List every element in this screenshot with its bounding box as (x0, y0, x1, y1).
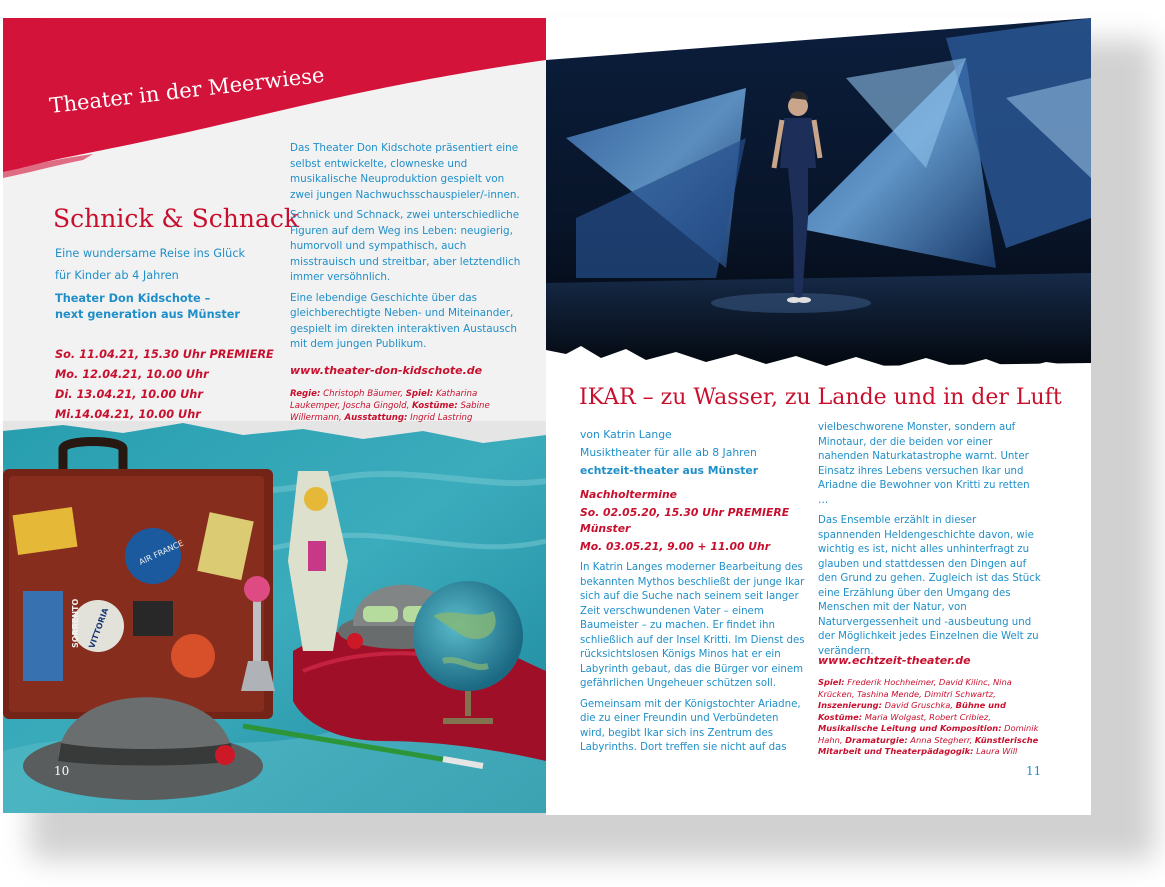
genre-info: Musiktheater für alle ab 8 Jahren (580, 446, 757, 459)
company-line-1: Theater Don Kidschote – (55, 292, 211, 305)
paragraph: Gemeinsam mit der Königstochter Ariadne, die zu einer Freundin und Verbündeten wird, begibt Ikar sich ins Zentrum des Labyrinths. Dort treffen sie nicht auf das (580, 698, 801, 753)
description-column-2 (818, 421, 1042, 665)
left-page (3, 18, 546, 813)
date-location: Münster (580, 522, 631, 535)
sticker-text-air-france: AIR FRANCE (137, 538, 185, 567)
credit-role: Bühne und Kostüme: (818, 700, 1006, 722)
date-item: Mi.14.04.21, 10.00 Uhr (55, 408, 201, 421)
date-list (55, 348, 274, 428)
paragraph: Das Ensemble erzählt in dieser spannenden Heldengeschichte davon, wie wichtig es ist, nicht alles unhinterfragt zu glauben und stattdessen den Dingen auf den Grund zu gehen. Zugleich ist das Stück eine Erzählung über den Umgang des Menschen mit der Natur, von Naturvergessenheit und -ausbeutung und der Möglichkeit jedes Einzelnen die Welt zu verändern. (818, 515, 1041, 657)
sticker-text-vittoria: VITTORIA (87, 606, 111, 650)
right-page (546, 18, 1091, 815)
paragraph: Schnick und Schnack, zwei unterschiedliche Figuren auf dem Weg ins Leben: neugierig, humorvoll und sympathisch, auch misstrauisch und streitbar, aber letztendlich immer versöhnlich. (290, 209, 521, 283)
credit-role: Spiel: (405, 389, 434, 399)
credit-role: Kostüme: (412, 401, 458, 411)
sticker-text-sorrento: SORRENTO (71, 598, 80, 648)
production-title: IKAR – zu Wasser, zu Lande und in der Luft (579, 385, 1062, 410)
production-title: Schnick & Schnack (53, 204, 300, 233)
date-item: Mo. 12.04.21, 10.00 Uhr (55, 368, 209, 381)
paragraph: Eine lebendige Geschichte über das gleichberechtigte Neben- und Miteinander, gespielt im direkten interaktiven Austausch mit dem jungen Publikum. (290, 291, 517, 350)
credit-names: Christoph Bäumer, (323, 389, 403, 399)
company-line-2: next generation aus Münster (55, 308, 240, 321)
paragraph: Das Theater Don Kidschote präsentiert eine selbst entwickelte, clowneske und musikalische Neuproduktion gespielt von zwei jungen Nachwuchsschauspieler/-innen. (290, 142, 520, 201)
credit-role: Musikalische Leitung und Komposition: (818, 723, 1002, 733)
company-info: echtzeit-theater aus Münster (580, 464, 759, 477)
website-link[interactable]: www.echtzeit-theater.de (818, 654, 971, 667)
credit-role: Regie: (290, 389, 321, 399)
makeup-dates-label: Nachholtermine (580, 488, 677, 501)
paragraph: In Katrin Langes moderner Bearbeitung des bekannten Mythos beschließt der junge Ikar sich auf die Suche nach seinem seit langer Zeit verschwundenen Vater – einem Baumeister – zu machen. Er findet ihn schließlich auf der Insel Kritti. Im Dienst des rücksichtslosen Königs Minos hat er ein Labyrinth gebaut, das die Bürger vor einem gefährlichen Ungeheuer schützen soll. (580, 562, 805, 689)
credit-names: Anna Stegherr, (910, 734, 973, 745)
credit-role: Inszenierung: (818, 700, 882, 710)
age-info: für Kinder ab 4 Jahren (55, 269, 179, 282)
description-column (290, 141, 525, 358)
credit-role: Dramaturgie: (845, 734, 908, 745)
description-column-1 (580, 561, 805, 762)
author-info: von Katrin Lange (580, 428, 672, 441)
credit-role: Spiel: (818, 677, 845, 687)
credit-role: Künstlerische Mitarbeit und Theaterpädagogik: (818, 734, 1039, 756)
credit-names: Frederik Hochheimer, David Kilinc, Nina Krücken, Tashina Mende, Dimitri Schwartz, (818, 677, 1012, 699)
credit-role: Ausstattung: (344, 413, 408, 423)
date-item: So. 02.05.20, 15.30 Uhr PREMIERE (580, 506, 790, 519)
page-number: 10 (54, 764, 70, 778)
brand-title: Theater in der Meerwiese (48, 62, 326, 118)
credit-names: David Gruschka, (884, 700, 953, 710)
website-link[interactable]: www.theater-don-kidschote.de (290, 364, 483, 377)
credits (290, 388, 520, 424)
stage-photo (546, 18, 1091, 378)
date-item: Mo. 03.05.21, 9.00 + 11.00 Uhr (580, 540, 771, 553)
credit-names: Maria Wolgast, Robert Cribiez, (864, 711, 991, 722)
props-photo (3, 421, 546, 813)
date-item: Di. 13.04.21, 10.00 Uhr (55, 388, 203, 401)
production-subtitle: Eine wundersame Reise ins Glück (55, 247, 246, 260)
page-number: 11 (1026, 764, 1042, 778)
credit-names: Sabine Willermann, (290, 401, 490, 423)
credit-names: Laura Will (976, 746, 1018, 756)
credit-names: Ingrid Lastring (410, 413, 473, 423)
paragraph: vielbeschworene Monster, sondern auf Minotaur, der die beiden vor einer nahenden Naturkatastrophe warnt. Unter Einsatz ihres Lebens versuchen Ikar und Ariadne die Bewohner von Kritti zu retten … (818, 422, 1030, 506)
credit-names: Dominik Hahn, (818, 723, 1039, 745)
credits (818, 677, 1043, 758)
date-item: So. 11.04.21, 15.30 Uhr PREMIERE (55, 348, 274, 361)
credit-names: Katharina Laukemper, Joscha Gingold, (290, 389, 478, 411)
